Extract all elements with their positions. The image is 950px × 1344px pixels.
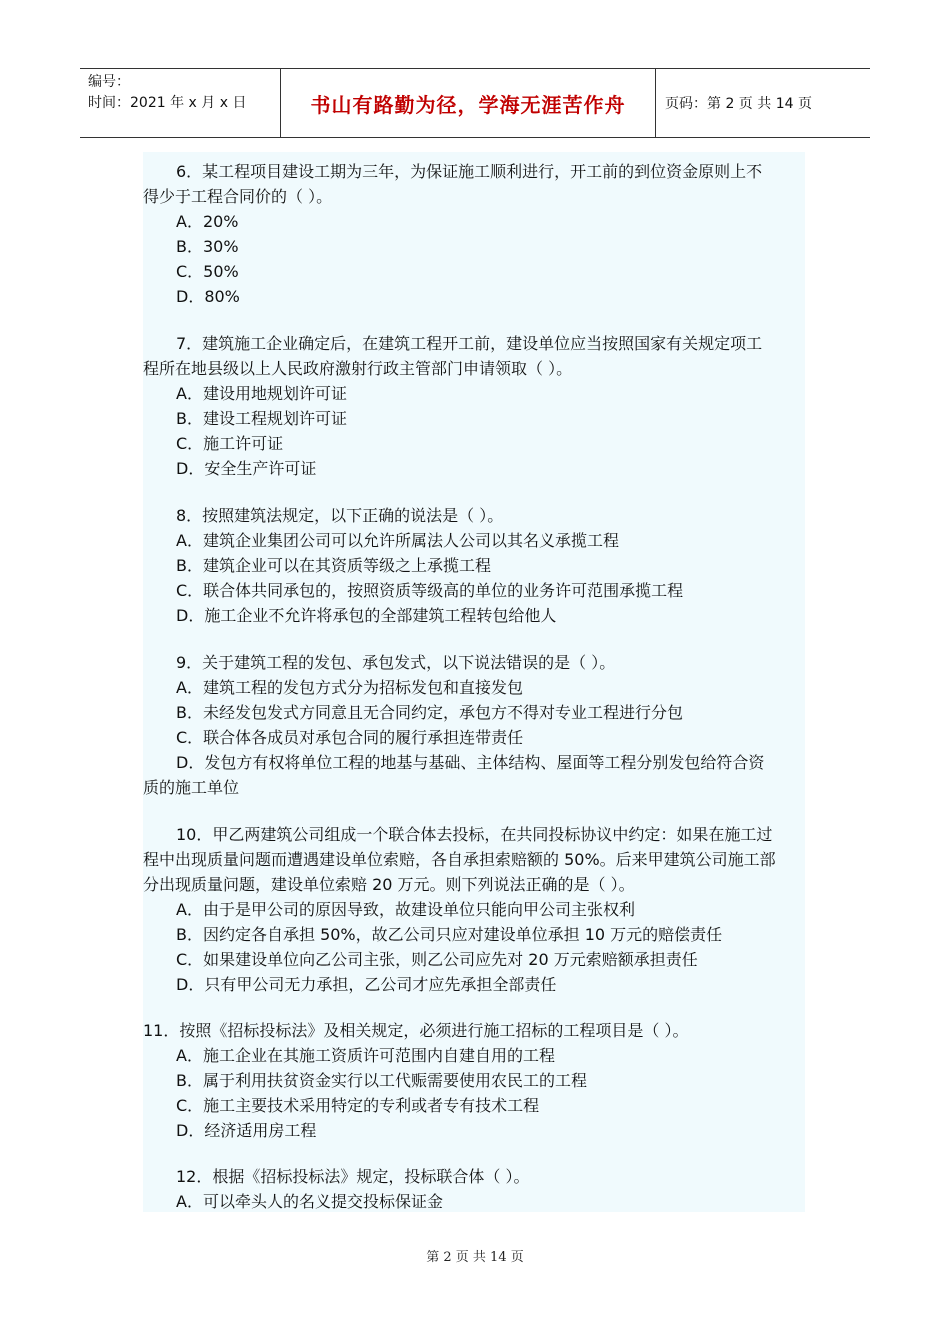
q11-option-a: A．施工企业在其施工资质许可范围内自建自用的工程 bbox=[176, 1046, 555, 1065]
q7-option-b: B．建设工程规划许可证 bbox=[176, 409, 347, 428]
header-page-code: 页码：第 2 页 共 14 页 bbox=[665, 96, 812, 112]
q11-stem: 11．按照《招标投标法》及相关规定，必须进行施工招标的工程项目是（ ）。 bbox=[143, 1021, 689, 1040]
q8-stem: 8．按照建筑法规定，以下正确的说法是（ ）。 bbox=[176, 506, 504, 525]
q6-option-b: B．30% bbox=[176, 237, 239, 256]
q6-stem-line1: 6．某工程项目建设工期为三年，为保证施工顺利进行，开工前的到位资金原则上不 bbox=[176, 162, 763, 181]
q10-option-d: D．只有甲公司无力承担，乙公司才应先承担全部责任 bbox=[176, 975, 557, 994]
q7-stem-line1: 7．建筑施工企业确定后，在建筑工程开工前，建设单位应当按照国家有关规定项工 bbox=[176, 334, 763, 353]
q9-option-d-line2: 质的施工单位 bbox=[143, 778, 240, 797]
q9-option-d-line1: D．发包方有权将单位工程的地基与基础、主体结构、屋面等工程分别发包给符合资 bbox=[176, 753, 765, 772]
q9-option-b: B．未经发包发式方同意且无合同约定，承包方不得对专业工程进行分包 bbox=[176, 703, 683, 722]
q9-option-a: A．建筑工程的发包方式分为招标发包和直接发包 bbox=[176, 678, 523, 697]
q10-option-b: B．因约定各自承担 50%，故乙公司只应对建设单位承担 10 万元的赔偿责任 bbox=[176, 925, 723, 944]
q8-option-d: D．施工企业不允许将承包的全部建筑工程转包给他人 bbox=[176, 606, 557, 625]
q12-stem: 12．根据《招标投标法》规定，投标联合体（ ）。 bbox=[176, 1167, 530, 1186]
q11-option-b: B．属于利用扶贫资金实行以工代赈需要使用农民工的工程 bbox=[176, 1071, 587, 1090]
q6-stem-line2: 得少于工程合同价的（ ）。 bbox=[143, 187, 333, 206]
q6-option-d: D．80% bbox=[176, 287, 240, 306]
q6-option-a: A．20% bbox=[176, 212, 239, 231]
q8-option-b: B．建筑企业可以在其资质等级之上承揽工程 bbox=[176, 556, 491, 575]
q10-option-c: C．如果建设单位向乙公司主张，则乙公司应先对 20 万元索赔额承担责任 bbox=[176, 950, 698, 969]
q9-stem: 9．关于建筑工程的发包、承包发式，以下说法错误的是（ ）。 bbox=[176, 653, 616, 672]
q10-stem-line2: 程中出现质量问题而遭遇建设单位索赔，各自承担索赔额的 50%。后来甲建筑公司施工部 bbox=[143, 850, 776, 869]
q7-option-c: C．施工许可证 bbox=[176, 434, 284, 453]
q8-option-a: A．建筑企业集团公司可以允许所属法人公司以其名义承揽工程 bbox=[176, 531, 619, 550]
q7-option-d: D．安全生产许可证 bbox=[176, 459, 317, 478]
time-label: 时间：2021 年 x 月 x 日 bbox=[88, 95, 247, 111]
page-footer: 第 2 页 共 14 页 bbox=[426, 1250, 524, 1265]
q12-option-a: A．可以牵头人的名义提交投标保证金 bbox=[176, 1192, 443, 1211]
q6-option-c: C．50% bbox=[176, 262, 239, 281]
q10-stem-line3: 分出现质量问题，建设单位索赔 20 万元。则下列说法正确的是（ ）。 bbox=[143, 875, 635, 894]
header-meta bbox=[80, 69, 281, 137]
header-motto: 书山有路勤为径，学海无涯苦作舟 bbox=[281, 69, 656, 137]
page-header bbox=[80, 68, 870, 138]
q9-option-c: C．联合体各成员对承包合同的履行承担连带责任 bbox=[176, 728, 524, 747]
q10-option-a: A．由于是甲公司的原因导致，故建设单位只能向甲公司主张权利 bbox=[176, 900, 635, 919]
code-label: 编号： bbox=[88, 74, 130, 90]
q7-stem-line2: 程所在地县级以上人民政府激射行政主管部门申请领取（ ）。 bbox=[143, 359, 573, 378]
q7-option-a: A．建设用地规划许可证 bbox=[176, 384, 347, 403]
q11-option-c: C．施工主要技术采用特定的专利或者专有技术工程 bbox=[176, 1096, 540, 1115]
question-content bbox=[143, 152, 805, 1212]
q11-option-d: D．经济适用房工程 bbox=[176, 1121, 317, 1140]
q8-option-c: C．联合体共同承包的，按照资质等级高的单位的业务许可范围承揽工程 bbox=[176, 581, 684, 600]
q10-stem-line1: 10．甲乙两建筑公司组成一个联合体去投标，在共同投标协议中约定：如果在施工过 bbox=[176, 825, 773, 844]
